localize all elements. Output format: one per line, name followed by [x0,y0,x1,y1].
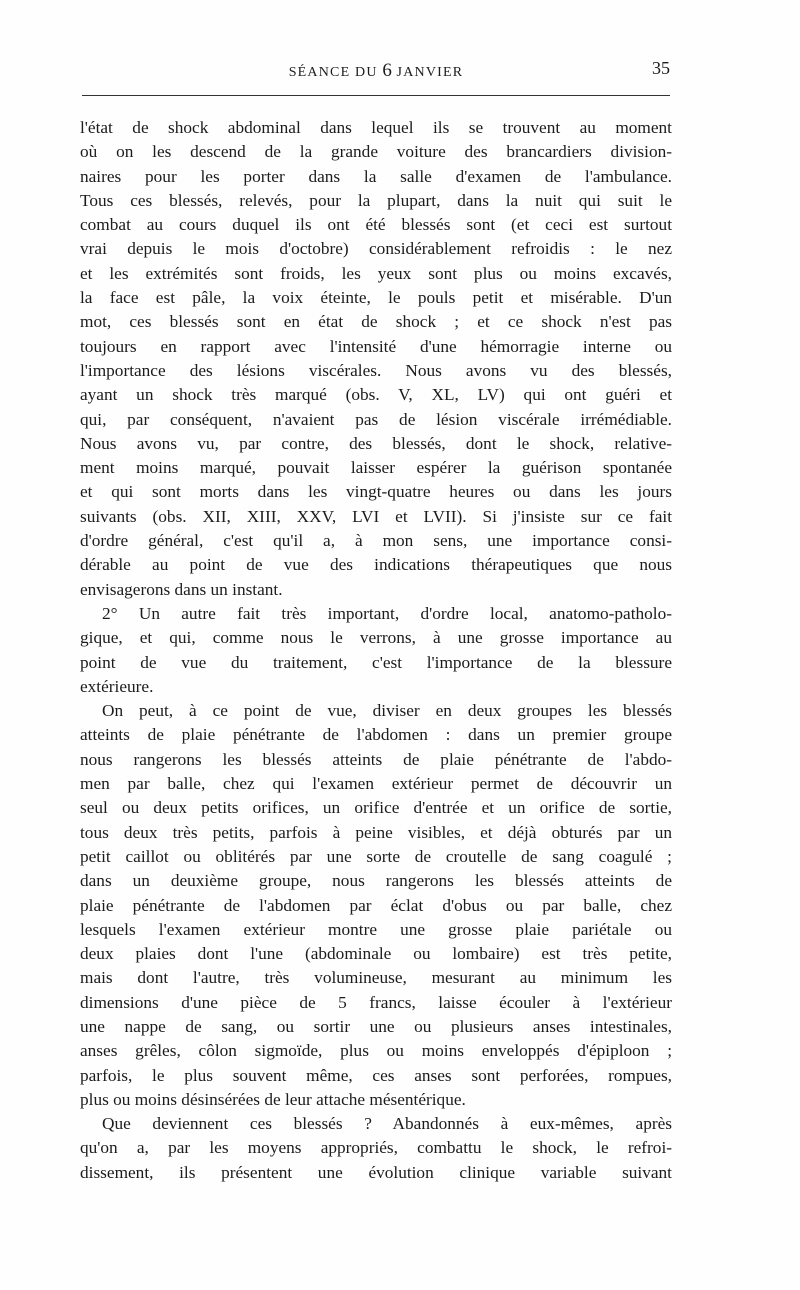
text-line: lesquels l'examen extérieur montre une grosse plaie pariétale ou [80,919,672,939]
body-text [80,116,672,1185]
text-line: dissement, ils présentent une évolution clinique variable suivant [80,1162,672,1182]
text-line: plus ou moins désinsérées de leur attache mésentérique. [80,1089,466,1109]
text-line: Que deviennent ces blessés ? Abandonnés à eux-mêmes, après [102,1114,672,1134]
running-title-prefix: SÉANCE DU [288,65,383,80]
text-line: une nappe de sang, ou sortir une ou plusieurs anses intestinales, [80,1016,672,1036]
text-line: point de vue du traitement, c'est l'importance de la blessure [80,652,672,672]
text-line: qu'on a, par les moyens appropriés, combattu le shock, le refroi- [80,1138,672,1158]
text-line: toujours en rapport avec l'intensité d'une hémorragie interne ou [80,336,672,356]
running-title [82,60,670,82]
text-line: Tous ces blessés, relevés, pour la plupart, dans la nuit qui suit le [80,190,672,210]
text-line: seul ou deux petits orifices, un orifice d'entrée et un orifice de sortie, [80,798,672,818]
text-line: petit caillot ou oblitérés par une sorte de croutelle de sang coagulé ; [80,846,672,866]
text-line: la face est pâle, la voix éteinte, le pouls petit et misérable. D'un [80,288,672,308]
text-line: envisagerons dans un instant. [80,579,283,599]
text-line: tous deux très petits, parfois à peine visibles, et déjà obturés par un [80,822,672,842]
header-rule [82,95,670,96]
paragraph [80,116,672,602]
text-line: d'ordre général, c'est qu'il a, à mon sens, une importance consi- [80,531,672,551]
paragraph [80,602,672,699]
paragraph [80,699,672,1112]
text-line: extérieure. [80,676,154,696]
text-line: deux plaies dont l'une (abdominale ou lombaire) est très petite, [80,944,672,964]
text-line: mais dont l'autre, très volumineuse, mesurant au minimum les [80,968,672,988]
text-line: dérable au point de vue des indications thérapeutiques que nous [80,555,672,575]
running-title-suffix: JANVIER [391,65,464,80]
text-line: suivants (obs. XII, XIII, XXV, LVI et LVII). Si j'insiste sur ce fait [80,506,672,526]
page-number: 35 [652,58,670,78]
text-line: qui, par conséquent, n'avaient pas de lésion viscérale irrémédiable. [80,409,672,429]
running-title-number: 6 [382,60,392,81]
text-line: mot, ces blessés sont en état de shock ; et ce shock n'est pas [80,312,672,332]
running-head [82,58,670,82]
text-line: et les extrémités sont froids, les yeux sont plus ou moins excavés, [80,263,672,283]
text-line: dans un deuxième groupe, nous rangerons les blessés atteints de [80,871,672,891]
text-line: 2° Un autre fait très important, d'ordre local, anatomo-patholo- [102,603,672,623]
text-line: gique, et qui, comme nous le verrons, à une grosse importance au [80,628,672,648]
text-line: vrai depuis le mois d'octobre) considérablement refroidis : le nez [80,239,672,259]
text-line: men par balle, chez qui l'examen extérieur permet de découvrir un [80,774,672,794]
text-line: nous rangerons les blessés atteints de plaie pénétrante de l'abdo- [80,749,672,769]
text-line: ment moins marqué, pouvait laisser espérer la guérison spontanée [80,458,672,478]
text-line: l'état de shock abdominal dans lequel ils se trouvent au moment [80,118,672,137]
text-line: parfois, le plus souvent même, ces anses sont perforées, rompues, [80,1065,672,1085]
text-line: combat au cours duquel ils ont été blessés sont (et ceci est surtout [80,215,672,235]
paragraph [80,1112,672,1185]
text-line: l'importance des lésions viscérales. Nous avons vu des blessés, [80,360,672,380]
text-line: Nous avons vu, par contre, des blessés, dont le shock, relative- [80,433,672,453]
text-line: dimensions d'une pièce de 5 francs, laisse écouler à l'extérieur [80,992,672,1012]
text-line: plaie pénétrante de l'abdomen par éclat d'obus ou par balle, chez [80,895,672,915]
text-line: naires pour les porter dans la salle d'examen de l'ambulance. [80,166,672,186]
text-line: où on les descend de la grande voiture des brancardiers division- [80,142,672,162]
text-line: anses grêles, côlon sigmoïde, plus ou moins enveloppés d'épiploon ; [80,1041,672,1061]
text-line: et qui sont morts dans les vingt-quatre heures ou dans les jours [80,482,672,502]
text-line: On peut, à ce point de vue, diviser en deux groupes les blessés [102,701,672,721]
text-line: atteints de plaie pénétrante de l'abdomen : dans un premier groupe [80,725,672,745]
text-line: ayant un shock très marqué (obs. V, XL, LV) qui ont guéri et [80,385,672,405]
